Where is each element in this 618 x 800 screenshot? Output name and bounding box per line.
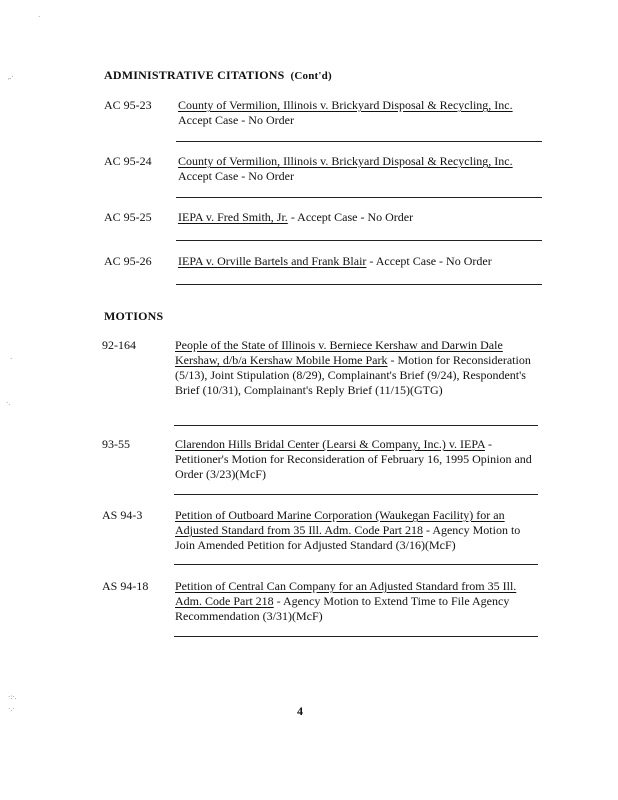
case-action: - Accept Case - No Order <box>366 254 492 268</box>
case-caption: County of Vermilion, Illinois v. Brickyard Disposal & Recycling, Inc. <box>178 154 513 168</box>
case-number: AS 94-3 <box>102 508 143 522</box>
scan-speck: · <box>10 355 13 363</box>
case-action: - Accept Case - No Order <box>287 210 414 224</box>
entry-divider <box>174 425 538 426</box>
case-caption: Petition of Outboard Marine Corporation (Waukegan Facility) for an Adjusted Standard from 35 Ill. Adm. Code Part 218 <box>175 508 505 537</box>
motion-description <box>175 437 537 482</box>
entry-divider <box>174 494 538 495</box>
motions-heading-text: MOTIONS <box>104 309 164 323</box>
scan-speck: ·.· <box>8 705 15 713</box>
case-description <box>178 154 548 184</box>
scan-speck: · <box>38 13 41 21</box>
entry-divider <box>174 564 538 565</box>
case-caption: Clarendon Hills Bridal Center (Learsi & Company, Inc.) v. IEPA <box>175 437 485 451</box>
case-description <box>178 254 548 269</box>
case-number: AC 95-25 <box>104 210 152 224</box>
motion-text: - Petitioner's Motion for Reconsideration of February 16, 1995 Opinion and Order (3/23)(McF) <box>175 437 532 481</box>
entry-divider <box>176 197 542 198</box>
case-description <box>178 98 548 128</box>
case-caption: County of Vermilion, Illinois v. Brickyard Disposal & Recycling, Inc. <box>178 98 513 112</box>
case-number: AC 95-24 <box>104 154 152 168</box>
case-caption: IEPA v. Fred Smith, Jr. <box>178 210 288 224</box>
motion-description <box>175 579 537 624</box>
motion-text: - Motion for Reconsideration (5/13), Joint Stipulation (8/29), Complainant's Brief (9/24), Respondent's Brief (10/31), Complainant's Reply Brief (11/15)(GTG) <box>175 353 531 397</box>
case-number: AC 95-26 <box>104 254 152 268</box>
page-number: 4 <box>297 704 303 718</box>
case-number: AC 95-23 <box>104 98 152 112</box>
case-caption: People of the State of Illinois v. Berniece Kershaw and Darwin Dale Kershaw, d/b/a Kershaw Mobile Home Park <box>175 338 503 367</box>
case-number: AS 94-18 <box>102 579 149 593</box>
entry-divider <box>174 636 538 637</box>
entry-divider <box>176 141 542 142</box>
case-caption: IEPA v. Orville Bartels and Frank Blair <box>178 254 367 268</box>
case-number: 92-164 <box>102 338 136 352</box>
case-description <box>178 210 548 225</box>
entry-divider <box>176 284 542 285</box>
case-action: Accept Case - No Order <box>178 169 294 183</box>
admin-citations-heading <box>104 68 332 83</box>
entry-divider <box>176 240 542 241</box>
case-caption: Petition of Central Can Company for an Adjusted Standard from 35 Ill. Adm. Code Part 218 <box>175 579 517 608</box>
scan-speck: ·. <box>6 399 11 407</box>
motion-description <box>175 338 537 398</box>
motion-text: - Agency Motion to Join Amended Petition for Adjusted Standard (3/16)(McF) <box>175 523 521 552</box>
admin-heading-text: ADMINISTRATIVE CITATIONS <box>104 68 285 82</box>
case-number: 93-55 <box>102 437 130 451</box>
motion-description <box>175 508 537 553</box>
scan-speck: ,.· <box>8 73 14 81</box>
motion-text: - Agency Motion to Extend Time to File Agency Recommendation (3/31)(McF) <box>175 594 510 623</box>
scan-speck: ·:·. <box>8 693 17 701</box>
motions-heading <box>104 309 163 324</box>
case-action: Accept Case - No Order <box>178 113 294 127</box>
admin-heading-contd: (Cont'd) <box>290 70 332 82</box>
